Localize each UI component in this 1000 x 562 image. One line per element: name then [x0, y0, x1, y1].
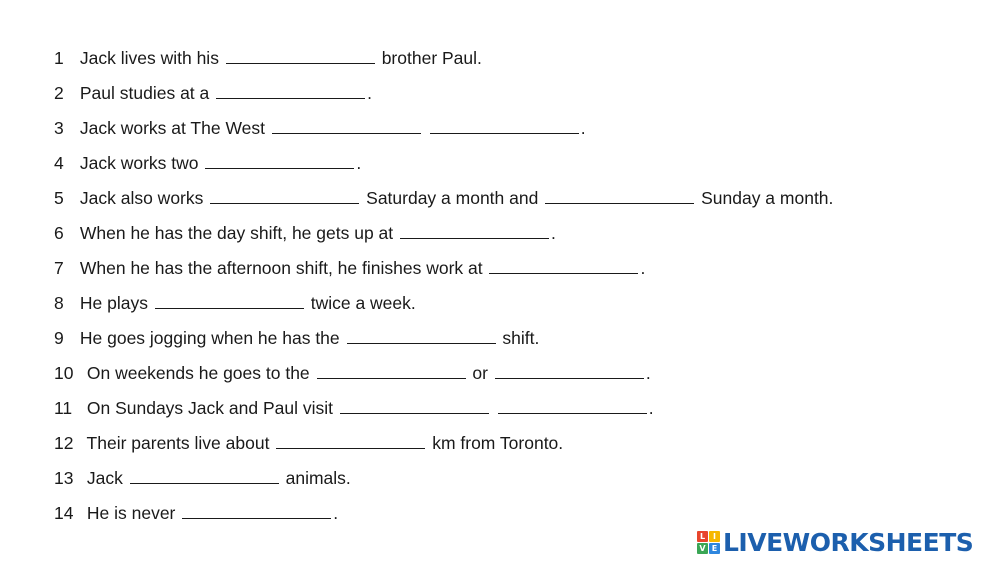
question-text: Jack works two: [79, 153, 199, 173]
question-number: 2: [54, 83, 64, 103]
answer-blank[interactable]: [182, 503, 331, 519]
question-text: He is never: [86, 503, 176, 523]
answer-blank[interactable]: [276, 433, 425, 449]
logo-block: I: [709, 531, 720, 542]
answer-blank[interactable]: [400, 223, 549, 239]
question-row: [54, 394, 954, 429]
question-number: 5: [54, 188, 64, 208]
worksheet: [54, 44, 954, 534]
question-row: [54, 429, 954, 464]
logo-block: V: [697, 543, 708, 554]
question-text: Paul studies at a: [79, 83, 210, 103]
question-text: Saturday a month and: [366, 188, 539, 208]
question-row: [54, 184, 954, 219]
question-text: km from Toronto.: [432, 433, 564, 453]
question-text: He plays: [79, 293, 148, 313]
question-text: .: [333, 503, 339, 523]
question-number: 7: [54, 258, 64, 278]
question-text: On weekends he goes to the: [86, 363, 310, 383]
answer-blank[interactable]: [317, 363, 466, 379]
question-text: .: [551, 223, 556, 243]
question-text: .: [367, 83, 373, 103]
question-number: 4: [54, 153, 64, 173]
question-number: 9: [54, 328, 64, 348]
answer-blank[interactable]: [216, 83, 365, 99]
answer-blank[interactable]: [130, 468, 279, 484]
question-text: Jack: [86, 468, 123, 488]
question-text: .: [645, 363, 651, 383]
logo-blocks-icon: [697, 531, 720, 554]
answer-blank[interactable]: [498, 398, 647, 414]
question-row: [54, 79, 954, 114]
question-text: or: [472, 363, 488, 383]
question-text: When he has the afternoon shift, he finishes work at: [79, 258, 483, 278]
logo-text: LIVEWORKSHEETS: [723, 527, 974, 557]
question-text: He goes jogging when he has the: [79, 328, 340, 348]
question-row: [54, 359, 954, 394]
answer-blank[interactable]: [347, 328, 496, 344]
question-number: 10: [54, 363, 74, 383]
question-number: 1: [54, 48, 64, 68]
question-text: Their parents live about: [86, 433, 270, 453]
question-text: .: [356, 153, 362, 173]
question-text: When he has the day shift, he gets up at: [79, 223, 394, 243]
question-row: [54, 44, 954, 79]
question-row: [54, 464, 954, 499]
question-number: 6: [54, 223, 64, 243]
question-text: On Sundays Jack and Paul visit: [86, 398, 333, 418]
question-text: Jack lives with his: [79, 48, 219, 68]
question-row: [54, 219, 954, 254]
question-row: [54, 324, 954, 359]
question-text: .: [648, 398, 654, 418]
question-row: [54, 149, 954, 184]
answer-blank[interactable]: [226, 48, 375, 64]
question-row: [54, 114, 954, 149]
logo-block: E: [709, 543, 720, 554]
question-number: 8: [54, 293, 64, 313]
answer-blank[interactable]: [210, 188, 359, 204]
question-text: Jack works at The West: [79, 118, 265, 138]
question-text: shift.: [502, 328, 540, 348]
answer-blank[interactable]: [430, 118, 579, 134]
question-row: [54, 289, 954, 324]
answer-blank[interactable]: [205, 153, 354, 169]
answer-blank[interactable]: [155, 293, 304, 309]
answer-blank[interactable]: [489, 258, 638, 274]
question-number: 12: [54, 433, 74, 453]
liveworksheets-logo[interactable]: [697, 527, 973, 557]
question-number: 14: [54, 503, 74, 523]
question-number: 11: [54, 398, 73, 418]
answer-blank[interactable]: [340, 398, 489, 414]
answer-blank[interactable]: [545, 188, 694, 204]
answer-blank[interactable]: [272, 118, 421, 134]
question-text: Sunday a month.: [701, 188, 834, 208]
question-text: .: [640, 258, 646, 278]
answer-blank[interactable]: [495, 363, 644, 379]
question-text: Jack also works: [79, 188, 204, 208]
question-text: brother Paul.: [381, 48, 482, 68]
question-number: 3: [54, 118, 64, 138]
question-row: [54, 254, 954, 289]
question-text: twice a week.: [310, 293, 416, 313]
question-number: 13: [54, 468, 74, 488]
logo-block: L: [697, 531, 708, 542]
question-text: animals.: [285, 468, 351, 488]
question-text: .: [580, 118, 586, 138]
